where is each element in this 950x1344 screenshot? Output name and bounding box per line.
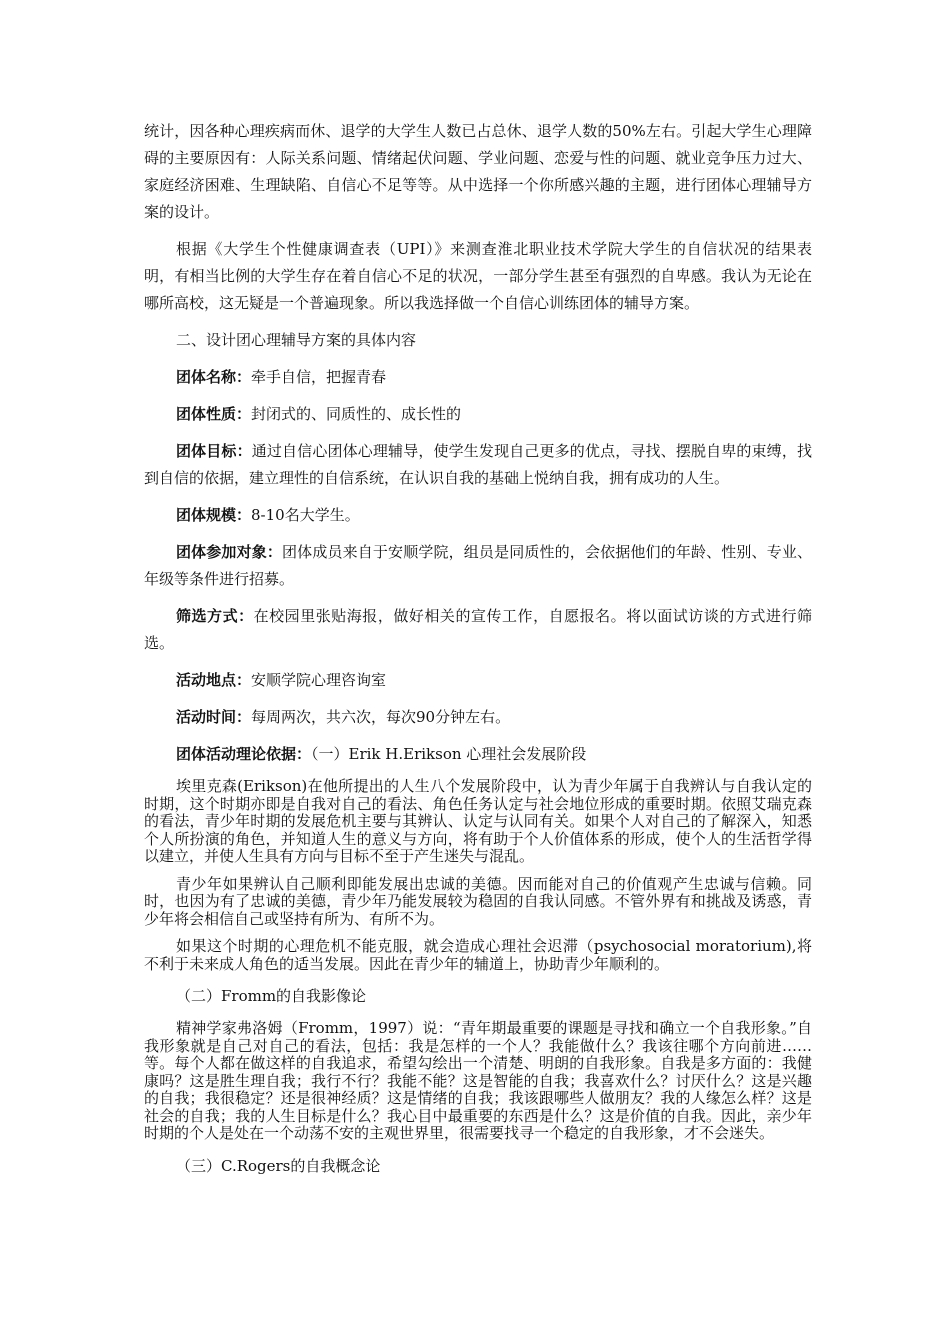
rogers-heading: （三）C.Rogers的自我概念论 (176, 1156, 381, 1175)
intro-paragraph: 统计，因各种心理疾病而休、退学的大学生人数已占总休、退学人数的50%左右。引起大学生心理障碍的主要原因有：人际关系问题、情绪起伏问题、学业问题、恋爱与性的问题、就业竞争压力过大、家庭经济困难、生理缺陷、自信心不足等等。从中选择一个你所感兴趣的主题，进行团体心理辅导方案的设计。 (144, 122, 812, 221)
group-size (144, 502, 812, 529)
erikson-paragraph-2: 青少年如果辨认自己顺利即能发展出忠诚的美德。因而能对自己的价值观产生忠诚与信赖。同时，也因为有了忠诚的美德，青少年乃能发展较为稳固的自我认同感。不管外界有和挑战及诱惑，青少年将会相信自己或坚持有所为、有所不为。 (144, 874, 812, 928)
group-goal (144, 438, 812, 492)
activity-time-label: 活动时间： (176, 708, 252, 726)
theory-basis-value: （一）Erik H.Erikson 心理社会发展阶段 (311, 745, 587, 763)
activity-place-label: 活动地点： (176, 671, 252, 689)
theory-basis (144, 741, 812, 768)
section-two-heading: 二、设计团心理辅导方案的具体内容 (176, 331, 417, 349)
group-nature (144, 401, 812, 428)
group-nature-label: 团体性质： (176, 405, 252, 423)
erikson-paragraph-1: 埃里克森(Erikson)在他所提出的人生八个发展阶段中，认为青少年属于自我辨认与自我认定的时期，这个时期亦即是自我对自己的看法、角色任务认定与社会地位形成的重要时期。依照艾瑞克森的看法，青少年时期的发展危机主要与其辨认、认定与认同有关。如果个人对自己的了解深入，知悉个人所扮演的角色，并知道人生的意义与方向，将有助于个人价值体系的形成，使个人的生活哲学得以建立，并使人生具有方向与目标不至于产生迷失与混乱。 (144, 777, 812, 865)
group-goal-label: 团体目标： (176, 442, 252, 460)
screening-method (144, 603, 812, 657)
group-members (144, 539, 812, 593)
activity-place-value: 安顺学院心理咨询室 (251, 671, 387, 689)
group-members-value: 团体成员来自于安顺学院，组员是同质性的，会依据他们的年龄、性别、专业、年级等条件进行招募。 (144, 543, 812, 588)
screening-method-label: 筛选方式： (176, 607, 254, 625)
fromm-heading: （二）Fromm的自我影像论 (176, 987, 367, 1005)
group-size-label: 团体规模： (176, 506, 252, 524)
activity-place (144, 667, 812, 694)
group-name-label: 团体名称： (176, 368, 252, 386)
activity-time-value: 每周两次，共六次，每次90分钟左右。 (251, 708, 511, 726)
group-nature-value: 封闭式的、同质性的、成长性的 (251, 405, 462, 423)
group-name (144, 364, 812, 391)
theory-basis-label: 团体活动理论依据： (176, 745, 312, 763)
erikson-paragraph-3: 如果这个时期的心理危机不能克服，就会造成心理社会迟滞（psychosocial moratorium),将不利于未来成人角色的适当发展。因此在青少年的辅道上，协助青少年顺利的。 (144, 937, 812, 973)
group-members-label: 团体参加对象： (176, 543, 283, 561)
activity-time (144, 704, 812, 731)
upi-paragraph: 根据《大学生个性健康调查表（UPI）》来测查淮北职业技术学院大学生的自信状况的结果表明，有相当比例的大学生存在着自信心不足的状况，一部分学生甚至有强烈的自卑感。我认为无论在哪所高校，这无疑是一个普遍现象。所以我选择做一个自信心训练团体的辅导方案。 (144, 240, 812, 312)
group-size-value: 8-10名大学生。 (251, 506, 360, 524)
fromm-paragraph: 精神学家弗洛姆（Fromm，1997）说：“青年期最重要的课题是寻找和确立一个自我形象。”自我形象就是自己对自己的看法，包括：我是怎样的一个人？我能做什么？我该往哪个方向前进……等。每个人都在做这样的自我追求，希望勾绘出一个清楚、明朗的自我形象。自我是多方面的：我健康吗？这是胜生理自我；我行不行？我能不能？这是智能的自我；我喜欢什么？讨厌什么？这是兴趣的自我；我很稳定？还是很神经质？这是情绪的自我；我该跟哪些人做朋友？我的人缘怎么样？这是社会的自我；我的人生目标是什么？我心目中最重要的东西是什么？这是价值的自我。因此，亲少年时期的个人是处在一个动荡不安的主观世界里，很需要找寻一个稳定的自我形象，才不会迷失。 (144, 1019, 812, 1142)
document-page (144, 118, 812, 1190)
screening-method-value: 在校园里张贴海报，做好相关的宣传工作，自愿报名。将以面试访谈的方式进行筛选。 (144, 607, 812, 652)
group-name-value: 牵手自信，把握青春 (251, 368, 387, 386)
group-goal-value: 通过自信心团体心理辅导，使学生发现自己更多的优点，寻找、摆脱自卑的束缚，找到自信的依据，建立理性的自信系统，在认识自我的基础上悦纳自我，拥有成功的人生。 (144, 442, 812, 487)
